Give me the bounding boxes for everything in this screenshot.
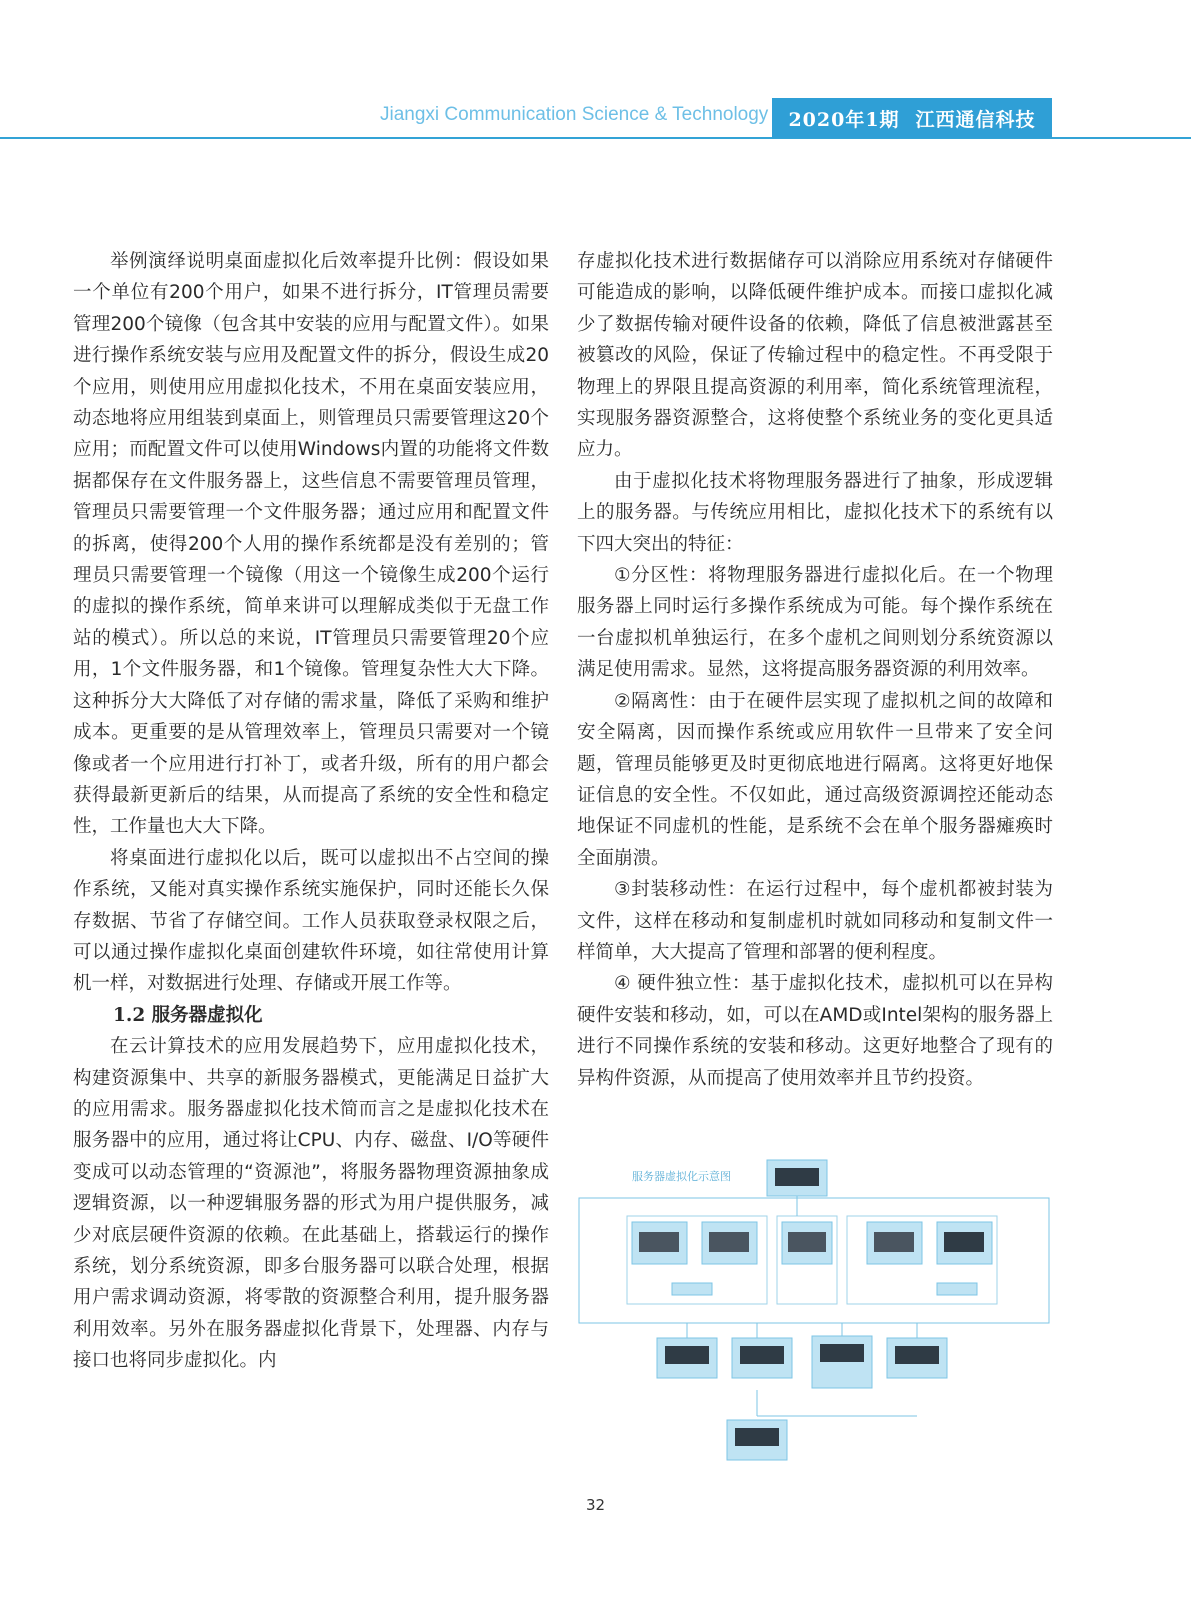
issue-label: 2020年1期 xyxy=(788,108,900,131)
physical-server-chassis xyxy=(895,1346,939,1364)
paragraph: 由于虚拟化技术将物理服务器进行了抽象，形成逻辑上的服务器。与传统应用相比，虚拟化技术下的系统有以下四大突出的特征： xyxy=(577,470,1053,555)
vm-server-chassis xyxy=(874,1232,914,1252)
vm-server-chassis xyxy=(709,1232,749,1252)
physical-server-chassis xyxy=(740,1346,784,1364)
physical-server-chassis xyxy=(820,1344,864,1362)
vm-server-chassis xyxy=(639,1232,679,1252)
storage-bar-icon xyxy=(937,1283,977,1295)
bottom-server-chassis xyxy=(735,1428,779,1446)
journal-chinese-title: 江西通信科技 xyxy=(915,108,1036,131)
storage-bar-icon xyxy=(672,1283,712,1295)
page-number: 32 xyxy=(585,1496,606,1514)
paragraph: ④ 硬件独立性：基于虚拟化技术，虚拟机可以在异构硬件安装和移动，如，可以在AMD或Intel架构的服务器上进行不同操作系统的安装和移动。这更好地整合了现有的异构件资源，从而提高了使用效率并且节约投资。 xyxy=(577,973,1053,1089)
journal-english-title: Jiangxi Communication Science & Technology xyxy=(380,104,769,125)
paragraph: 在云计算技术的应用发展趋势下，应用虚拟化技术，构建资源集中、共享的新服务器模式，更能满足日益扩大的应用需求。服务器虚拟化技术简而言之是虚拟化技术在服务器中的应用，通过将让CPU、内存、磁盘、I/O等硬件变成可以动态管理的“资源池”，将服务器物理资源抽象成逻辑资源，以一种逻辑服务器的形式为用户提供服务，减少对底层硬件资源的依赖。在此基础上，搭载运行的操作系统，划分系统资源，即多台服务器可以联合处理，根据用户需求调动资源，将零散的资源整合利用，提升服务器利用效率。另外在服务器虚拟化背景下，处理器、内存与接口也将同步虚拟化。内 xyxy=(73,1036,549,1372)
paragraph: 举例演绎说明桌面虚拟化后效率提升比例：假设如果一个单位有200个用户，如果不进行拆分，IT管理员需要管理200个镜像（包含其中安装的应用与配置文件）。如果进行操作系统安装与应用及配置文件的拆分，假设生成20个应用，则使用应用虚拟化技术，不用在桌面安装应用，动态地将应用组装到桌面上，则管理员只需要管理这20个应用；而配置文件可以使用Windows内置的功能将文件数据都保存在文件服务器上，这些信息不需要管理员管理，管理员只需要管理一个文件服务器；通过应用和配置文件的拆离，使得200个人用的操作系统都是没有差别的；管理员只需要管理一个镜像（用这一个镜像生成200个运行的虚拟的操作系统，简单来讲可以理解成类似于无盘工作站的模式）。所以总的来说，IT管理员只需要管理20个应用，1个文件服务器，和1个镜像。管理复杂性大大下降。这种拆分大大降低了对存储的需求量，降低了采购和维护成本。更重要的是从管理效率上，管理员只需要对一个镜像或者一个应用进行打补丁，或者升级，所有的用户都会获得最新更新后的结果，从而提高了系统的安全性和稳定性，工作量也大大下降。 xyxy=(73,251,549,838)
paragraph: 将桌面进行虚拟化以后，既可以虚拟出不占空间的操作系统，又能对真实操作系统实施保护，同时还能长久保存数据、节省了存储空间。工作人员获取登录权限之后，可以通过操作虚拟化桌面创建软件环境，如往常使用计算机一样，对数据进行处理、存储或开展工作等。 xyxy=(73,847,549,995)
paragraph: ①分区性：将物理服务器进行虚拟化后。在一个物理服务器上同时运行多操作系统成为可能。每个操作系统在一台虚拟机单独运行，在多个虚机之间则划分系统资源以满足使用需求。显然，这将提高服务器资源的利用效率。 xyxy=(577,565,1053,681)
server-virtualization-figure xyxy=(577,1158,1053,1463)
figure-title: 服务器虚拟化示意图 xyxy=(632,1170,731,1183)
paragraph: ③封装移动性：在运行过程中，每个虚机都被封装为文件，这样在移动和复制虚机时就如同移动和复制文件一样简单，大大提高了管理和部署的便利程度。 xyxy=(577,879,1053,963)
paragraph: ②隔离性：由于在硬件层实现了虚拟机之间的故障和安全隔离，因而操作系统或应用软件一旦带来了安全问题，管理员能够更及时更彻底地进行隔离。这将更好地保证信息的安全性。不仅如此，通过高级资源调控还能动态地保证不同虚机的性能，是系统不会在单个服务器瘫痪时全面崩溃。 xyxy=(577,690,1053,869)
section-heading: 1.2 服务器虚拟化 xyxy=(113,1004,263,1026)
paragraph: 存虚拟化技术进行数据储存可以消除应用系统对存储硬件可能造成的影响，以降低硬件维护成本。而接口虚拟化减少了数据传输对硬件设备的依赖，降低了信息被泄露甚至被篡改的风险，保证了传输过程中的稳定性。不再受限于物理上的界限且提高资源的利用率，简化系统管理流程，实现服务器资源整合，这将使整个系统业务的变化更具适应力。 xyxy=(577,251,1053,461)
top-server-chassis xyxy=(775,1168,819,1186)
vm-server-chassis xyxy=(788,1232,826,1252)
journal-issue-banner xyxy=(772,98,1052,138)
left-column xyxy=(73,246,549,1377)
vm-server-chassis xyxy=(944,1232,984,1252)
figure-diagram xyxy=(577,1158,1053,1463)
right-column xyxy=(577,246,1053,1094)
physical-server-chassis xyxy=(665,1346,709,1364)
